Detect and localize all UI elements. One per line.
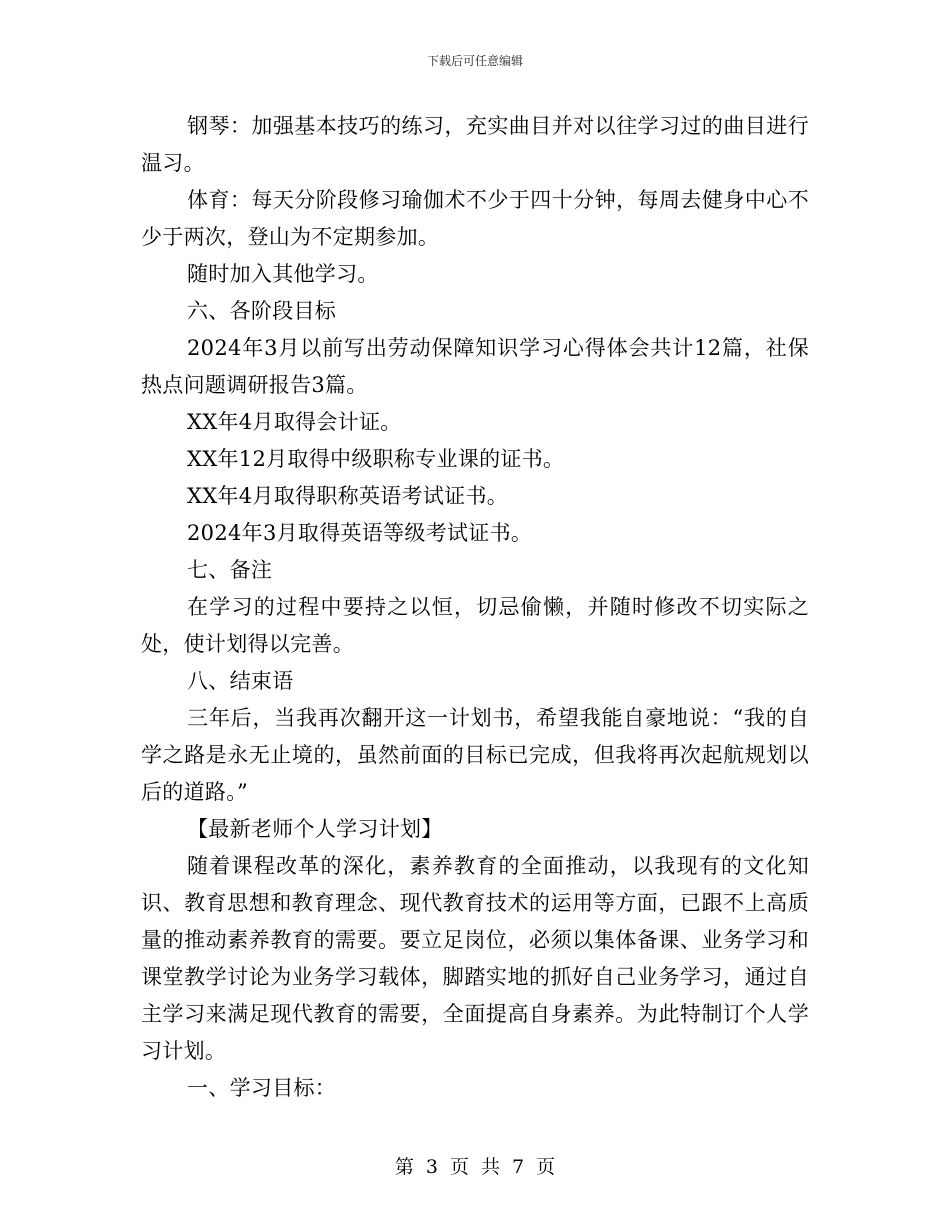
paragraph-notes: 在学习的过程中要持之以恒，切忌偷懒，并随时修改不切实际之处，使计划得以完善。	[141, 595, 809, 656]
section-heading-stage-goals: 六、各阶段目标	[187, 299, 337, 323]
page-header: 下载后可任意编辑	[426, 54, 523, 68]
paragraph-conclusion: 三年后，当我再次翻开这一计划书，希望我能自豪地说：“我的自学之路是永无止境的，虽然前面的目标已完成，但我将再次起航规划以后的道路。”	[141, 706, 809, 804]
document-body	[141, 108, 809, 1107]
page-footer: 第 3 页 共 7 页	[394, 1156, 556, 1178]
section-heading-conclusion: 八、结束语	[187, 669, 294, 693]
paragraph-goal-3: XX年12月取得中级职称专业课的证书。	[187, 447, 565, 471]
section-heading-notes: 七、备注	[187, 558, 273, 582]
paragraph-piano: 钢琴：加强基本技巧的练习，充实曲目并对以往学习过的曲目进行温习。	[141, 114, 809, 175]
paragraph-sports: 体育：每天分阶段修习瑜伽术不少于四十分钟，每周去健身中心不少于两次，登山为不定期参加。	[141, 188, 809, 249]
paragraph-teacher-plan-intro: 随着课程改革的深化，素养教育的全面推动，以我现有的文化知识、教育思想和教育理念、现代教育技术的运用等方面，已跟不上高质量的推动素养教育的需要。要立足岗位，必须以集体备课、业务学习和课堂教学讨论为业务学习载体，脚踏实地的抓好自己业务学习，通过自主学习来满足现代教育的需要，全面提高自身素养。为此特制订个人学习计划。	[141, 854, 809, 1063]
section-heading-study-goals: 一、学习目标：	[187, 1076, 337, 1100]
paragraph-goal-5: 2024年3月取得英语等级考试证书。	[187, 521, 533, 545]
paragraph-other-study: 随时加入其他学习。	[187, 262, 379, 286]
paragraph-goal-4: XX年4月取得职称英语考试证书。	[187, 484, 509, 508]
paragraph-goal-1: 2024年3月以前写出劳动保障知识学习心得体会共计12篇，社保热点问题调研报告3篇。	[141, 336, 809, 397]
section-title-teacher-plan: 【最新老师个人学习计划】	[187, 817, 443, 841]
paragraph-goal-2: XX年4月取得会计证。	[187, 410, 402, 434]
